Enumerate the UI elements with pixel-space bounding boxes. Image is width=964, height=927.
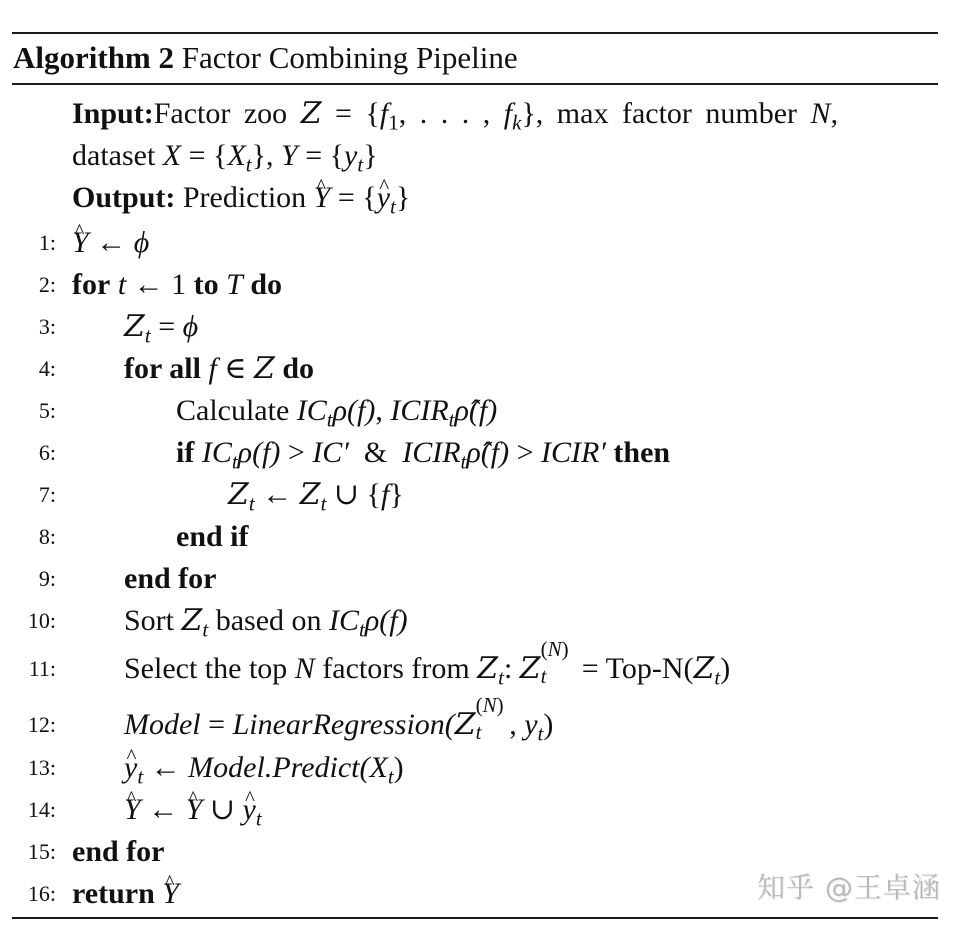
sub: t (248, 491, 255, 516)
sub: t (326, 407, 333, 432)
sub: t (448, 407, 455, 432)
algo-line-13 (0, 747, 964, 789)
kw-do: do (250, 268, 283, 301)
sub: t (144, 323, 151, 348)
kw-to: to (193, 268, 219, 301)
var-Yhat: ^ Y (162, 873, 179, 915)
line-number: 2: (38, 272, 56, 297)
line-number: 4: (38, 356, 56, 381)
input-text: Factor zoo (153, 97, 288, 130)
kw-end-for: end for (124, 562, 217, 595)
var-Z: Z (454, 707, 476, 742)
union: ∪ (333, 478, 360, 511)
sub: t (359, 617, 365, 642)
kw-return: return (72, 877, 155, 910)
var-f: f (208, 352, 217, 385)
kw-if: if (176, 436, 195, 469)
caption-rule (12, 83, 938, 85)
arrow: ← (148, 793, 179, 826)
var-Z: Z (299, 477, 321, 512)
var-X: X (369, 751, 388, 784)
arrow: ← (96, 226, 127, 259)
line-code (72, 831, 165, 873)
line-code (176, 516, 249, 558)
phi: ϕ (182, 310, 199, 343)
sub: t (387, 764, 394, 789)
algo-line-6 (0, 432, 964, 474)
line-number: 6: (38, 440, 56, 465)
var-X: X (162, 139, 182, 172)
algorithm-label: Algorithm 2 (13, 40, 175, 75)
sup-N: (N) (475, 693, 504, 718)
algo-line-11 (0, 637, 964, 690)
text: Calculate (176, 394, 290, 427)
line-code (72, 873, 179, 915)
line-code (124, 600, 408, 642)
var-IC: IC (329, 604, 360, 637)
sub: t (390, 194, 396, 219)
line-number: 11: (28, 656, 56, 681)
num: 1 (171, 268, 187, 301)
line-number: 16: (27, 881, 56, 906)
elem: ∈ (224, 352, 247, 385)
line-number: 1: (38, 230, 56, 255)
amp: & (363, 436, 388, 469)
var-ICIR: ICIR (402, 436, 461, 469)
kw-for-all: for all (124, 352, 201, 385)
text: Sort (124, 604, 175, 637)
var-yhat: ^ y (124, 747, 137, 789)
text: Top-N( (605, 652, 694, 685)
rho: ρ(f) (332, 394, 376, 427)
var-N: N (294, 652, 315, 685)
var-Z: Z (477, 651, 499, 686)
var-t: t (117, 268, 127, 301)
equals: = (335, 97, 352, 130)
var-N: N (810, 97, 831, 130)
text: Select the top (124, 652, 288, 685)
var-Yhat: ^ Y (124, 789, 141, 831)
line-number: 9: (38, 566, 56, 591)
sub: 1 (388, 110, 399, 135)
input-line-1 (72, 93, 838, 135)
sub: t (540, 664, 547, 689)
algo-line-4 (0, 348, 964, 390)
var-y: y (344, 139, 358, 172)
brace: { (365, 97, 380, 130)
arrow: ← (262, 478, 293, 511)
line-number: 12: (27, 712, 56, 737)
arrow: ← (133, 268, 164, 301)
line-number: 15: (27, 839, 56, 864)
var-y: y (524, 708, 538, 741)
algo-line-3 (0, 306, 964, 348)
input-text: max factor number (556, 97, 798, 130)
algo-line-10 (0, 600, 964, 642)
kw-end-if: end if (176, 520, 249, 553)
algo-line-1 (0, 222, 964, 264)
algo-line-9 (0, 558, 964, 600)
line-number: 8: (38, 524, 56, 549)
var-IC: IC (201, 436, 232, 469)
ellipsis: , . . . , (398, 97, 504, 130)
line-code (72, 264, 282, 306)
kw-do: do (282, 352, 315, 385)
var-X: X (227, 139, 246, 172)
sub: t (255, 806, 262, 831)
watermark: 知乎 @王卓涵 (757, 871, 941, 904)
output-line: Output: Prediction ^ Y = {^ $y_t$} (72, 177, 410, 219)
var-ICIR: ICIR (390, 394, 449, 427)
algorithm-caption (13, 38, 518, 78)
var-ICIR-prime: ICIR′ (541, 436, 606, 469)
line-code (124, 348, 314, 390)
input-keyword: Input: (72, 97, 154, 130)
func-linreg: LinearRegression( (232, 708, 455, 741)
output-keyword: Output: (72, 181, 176, 214)
var-T: T (226, 268, 243, 301)
algo-line-2 (0, 264, 964, 306)
algo-line-14 (0, 789, 964, 831)
algo-line-12 (0, 693, 964, 746)
sup-N: (N) (540, 637, 569, 662)
text: factors from (322, 652, 470, 685)
brace: }, (521, 97, 544, 130)
line-code: Model = LinearRegression(Z (N) t , $y_t$) (124, 693, 554, 746)
line-number: 7: (38, 482, 56, 507)
var-Z: Z (228, 477, 249, 512)
var-Z: Z (254, 351, 275, 386)
rho: ρ(f) (237, 436, 281, 469)
line-code: $Z_t = \phi$ (124, 309, 199, 348)
subsup (540, 637, 575, 689)
algo-line-7 (0, 474, 964, 516)
line-number: 5: (38, 398, 56, 423)
var-Yhat: ^ Y (314, 177, 331, 219)
factor-zoo-symbol: Z (300, 96, 322, 131)
var-yhat: ^ y (377, 177, 390, 219)
var-model: Model (124, 708, 201, 741)
arrow: ← (150, 751, 181, 784)
var-f: f (379, 97, 389, 130)
func-predict: Model.Predict( (188, 751, 370, 784)
algo-line-8 (0, 516, 964, 558)
sub: k (512, 110, 522, 135)
sub: t (357, 152, 364, 177)
kw-end-for: end for (72, 835, 165, 868)
line-code: Calculate $IC_t\rho(f)$, $ICIR_t\rhô(f)$ (176, 394, 498, 432)
sub: t (498, 665, 504, 690)
line-code: $Z_t$ ← $Z_t$ ∪ {f} (228, 477, 404, 516)
sub: t (137, 764, 144, 789)
sub: t (714, 665, 721, 690)
var-Y: Y (281, 139, 298, 172)
rho: ρ(f) (364, 604, 408, 637)
top-rule (12, 32, 938, 34)
sub: t (460, 449, 467, 474)
sub: t (231, 449, 238, 474)
line-number: 13: (27, 755, 56, 780)
rhohat: ρ̂(f) (466, 436, 510, 469)
var-Z: Z (693, 651, 715, 686)
line-code: Select the top N factors from $Z_t$: Z (N) t = Top-$N(Z_t)$ (124, 637, 731, 690)
line-code: ^ $y_t$ ← $Model.Predict(X_t)$ (124, 747, 404, 789)
var-IC: IC (296, 394, 327, 427)
sub: t (202, 617, 209, 642)
var-Z: Z (519, 651, 541, 686)
phi: ϕ (133, 226, 150, 259)
input-line-2: dataset $X = \{X_t\}$, $Y = \{y_t\}$ (72, 139, 378, 177)
subsup (475, 693, 510, 745)
line-code: if $IC_t\rho(f) > IC'$ & $ICIR_t\rhô(f)$ > ICIR′ then (176, 436, 671, 474)
algo-line-5 (0, 390, 964, 432)
sub: t (320, 491, 327, 516)
rhohat: ρ̂(f) (454, 394, 498, 427)
algorithm-title: Factor Combining Pipeline (181, 40, 518, 75)
kw-then: then (613, 436, 671, 469)
var-f: f (380, 478, 390, 511)
var-Yhat: ^ Y (186, 789, 203, 831)
sub: t (245, 152, 252, 177)
line-code (72, 222, 149, 264)
text: based on (215, 604, 322, 637)
sub: t (537, 721, 544, 746)
var-Z: Z (124, 309, 145, 344)
var-Z: Z (181, 603, 203, 638)
output-text: Prediction (182, 181, 307, 214)
comma: , (830, 97, 839, 130)
var-IC-prime: IC′ (312, 436, 349, 469)
line-number: 14: (27, 797, 56, 822)
line-number: 10: (27, 608, 56, 633)
union: ∪ (209, 793, 236, 826)
line-code (124, 789, 262, 831)
bottom-rule (12, 917, 938, 919)
var-yhat: ^ y (243, 789, 256, 831)
var-Yhat: ^ Y (72, 222, 89, 264)
sub: t (475, 720, 482, 745)
var-f: f (503, 97, 513, 130)
input-text: dataset (72, 139, 156, 172)
line-code (124, 558, 217, 600)
line-number: 3: (38, 314, 56, 339)
kw-for: for (72, 268, 111, 301)
